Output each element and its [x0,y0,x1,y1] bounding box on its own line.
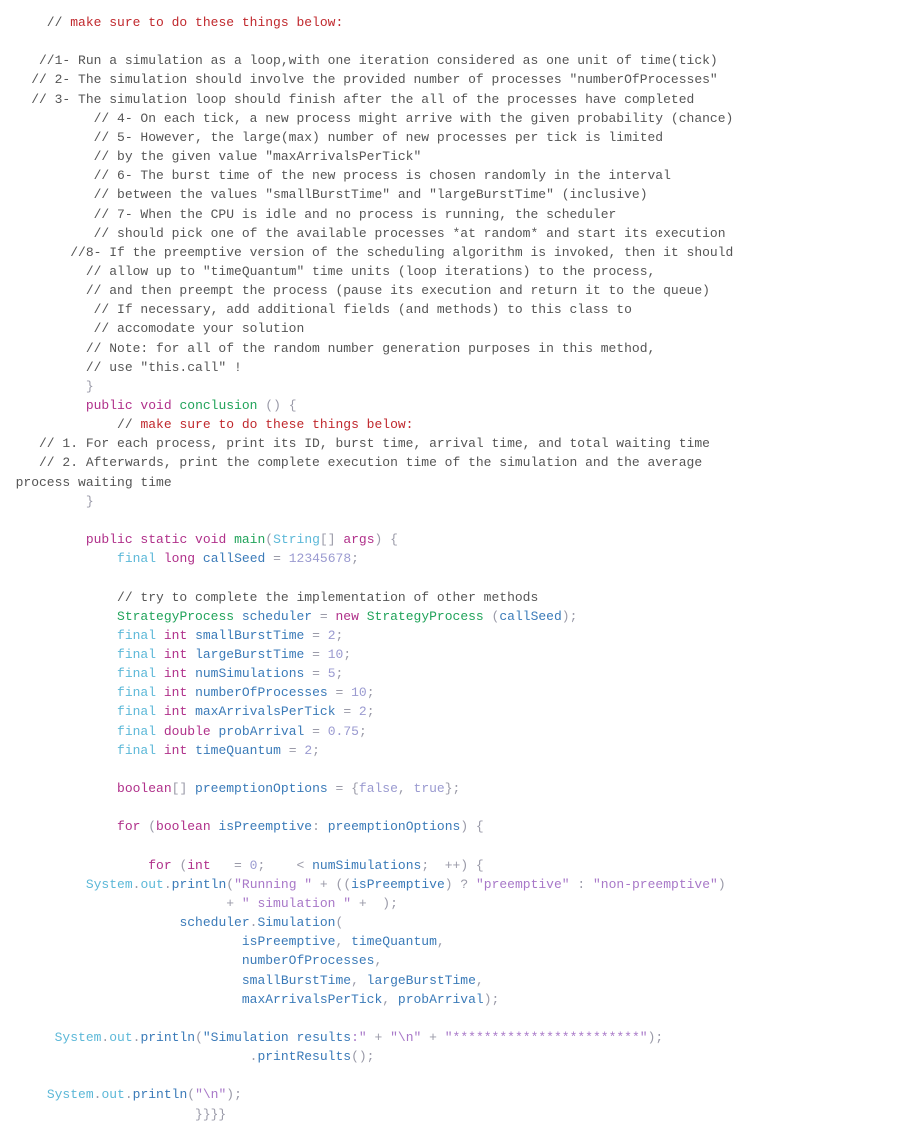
code-token: // by the given value "maxArrivalsPerTick" [0,149,422,165]
code-token [156,666,164,681]
code-token: public void [85,398,172,413]
code-line [0,932,902,951]
code-line [0,32,902,51]
code-token: // 7- When the CPU is idle and no process is running, the scheduler [0,206,617,222]
code-token [359,609,367,624]
code-token [195,551,203,566]
code-token: ( [195,1029,203,1045]
code-token: smallBurstTime [241,972,352,988]
code-token: //8- If the preemptive version of the scheduling algorithm is invoked, then it should [0,244,734,260]
code-token: " simulation " [241,895,352,911]
code-line [0,415,902,434]
code-token: ( [265,532,274,548]
code-token: ; [358,723,367,739]
code-token: // 4- On each tick, a new process might arrive with the given probability (chance) [0,110,734,126]
code-line [0,990,902,1009]
code-token: ( [140,819,157,835]
code-token: // 2- The simulation should involve the provided number of processes "numberOfProcesses" [0,72,718,88]
code-token [187,666,195,681]
code-token [0,724,117,739]
code-line [0,836,902,855]
code-token: // Note: for all of the random number generation purposes in this method, [0,340,656,356]
code-token: false [358,781,398,796]
code-token: timeQuantum [351,934,437,950]
code-token: 2 [358,704,367,720]
code-token: ) [717,876,726,892]
code-token: numSimulations [312,857,422,873]
code-line [0,358,902,377]
code-token: ); [483,991,500,1007]
code-line [0,492,902,511]
code-token: 2 [304,742,313,758]
code-token: ; [351,551,359,567]
code-token: ); [647,1029,664,1045]
code-token: , [382,991,398,1007]
code-token: isPreemptive [351,876,445,892]
code-line [0,13,902,32]
code-token: final [117,627,157,643]
code-token [187,628,195,643]
code-token: probArrival [397,991,484,1007]
code-token: = [304,646,328,662]
code-token: . [132,1029,141,1045]
code-token: make sure to do these things below: [70,15,344,30]
code-token [156,724,164,739]
code-token: } [0,378,94,394]
code-token [0,666,117,681]
code-token: out [101,1087,125,1103]
code-line [0,262,902,281]
code-token [0,934,242,949]
code-token: long [163,551,196,567]
code-token: ); [226,1087,242,1103]
code-token: // 6- The burst time of the new process is chosen randomly in the interval [0,168,671,184]
code-token: "\n" [390,1029,422,1045]
code-token [0,819,117,834]
code-token [0,858,148,873]
code-token: "\n" [195,1087,227,1103]
code-token: StrategyProcess [366,608,484,624]
code-line [0,396,902,415]
code-line [0,1028,902,1047]
code-line [0,817,902,836]
code-line [0,224,902,243]
code-token: . [249,1049,258,1065]
code-token: conclusion [179,398,258,413]
code-token [187,685,195,700]
code-token: "preemptive" [475,876,570,892]
code-token: largeBurstTime [195,646,305,662]
code-token: largeBurstTime [366,972,476,988]
code-token [0,398,86,413]
code-token: int [163,646,188,662]
code-token: , [351,972,367,988]
code-token: scheduler [241,608,313,624]
code-line [0,185,902,204]
code-line [0,51,902,70]
code-token: out [109,1029,133,1045]
code-line [0,1085,902,1104]
code-line [0,607,902,626]
code-token [0,1087,47,1102]
code-token: int [163,685,188,701]
code-token: //1- Run a simulation as a loop,with one iteration considered as one unit of time(tick) [0,53,718,69]
code-token: for [117,819,141,835]
code-token: : [312,819,328,835]
code-token [156,551,164,566]
code-token: public static void [85,532,227,548]
code-token: double [163,723,211,739]
code-token: 0 [249,857,258,873]
code-token: final [117,646,157,662]
code-token: true [413,781,445,796]
code-token: , [475,972,484,988]
code-token: + [366,1029,391,1045]
code-token: boolean [156,819,211,835]
code-token: = { [327,781,359,796]
code-line [0,319,902,338]
code-line [0,779,902,798]
code-token: StrategyProcess [117,608,235,624]
code-token: ); [561,608,578,624]
code-line [0,645,902,664]
code-token: ( [171,857,188,873]
code-line [0,339,902,358]
code-line [0,377,902,396]
code-token: final [117,742,157,758]
code-line [0,568,902,587]
code-token: callSeed [202,551,266,567]
code-token: ( [335,915,344,931]
code-token: 10 [327,646,344,662]
code-token: println [140,1029,196,1045]
code-token [187,704,195,719]
code-token: , [436,934,445,950]
code-line [0,70,902,89]
code-token [0,743,117,758]
code-token: preemptionOptions [327,819,461,835]
code-token: ; [366,704,375,720]
code-token: = [335,704,359,720]
code-token: (); [351,1049,375,1065]
code-token: smallBurstTime [195,627,305,643]
code-line [0,971,902,990]
code-token: probArrival [218,723,305,739]
code-token: [] [171,781,196,796]
code-line [0,109,902,128]
code-token: // 1. For each process, print its ID, burst time, arrival time, and total waiting time [0,436,710,452]
code-token: // allow up to "timeQuantum" time units (loop iterations) to the process, [0,263,656,279]
code-token: + [0,895,242,911]
code-token: final [117,685,157,701]
code-token: ; [335,666,344,682]
code-token: "non-preemptive" [593,876,718,892]
code-token: // [0,417,141,433]
code-token: main [234,532,266,548]
code-token: int [187,857,211,873]
code-token [0,915,179,930]
code-token: // 3- The simulation loop should finish after the all of the processes have completed [0,91,695,107]
code-token: // accomodate your solution [0,321,305,337]
code-token: "Running " [234,876,313,892]
code-token: }; [444,781,461,796]
code-token: ; [335,627,344,643]
code-token: 10 [351,685,367,701]
code-token: 0.75 [327,723,359,739]
code-token: ( [187,1087,196,1103]
code-token: System [85,876,133,892]
code-token [0,992,242,1007]
code-token [0,973,242,988]
code-line [0,243,902,262]
code-line [0,626,902,645]
code-token: final [117,551,157,567]
code-token [156,647,164,662]
code-line [0,913,902,932]
code-token [0,704,117,719]
code-token: isPreemptive [241,934,336,950]
code-token: // should pick one of the available processes *at random* and start its execution [0,225,726,241]
code-token: ; [312,742,320,758]
code-token [0,609,117,624]
code-token: // 5- However, the large(max) number of new processes per tick is limited [0,129,664,145]
code-token: println [171,876,227,892]
code-token: () { [257,398,297,413]
code-token: ; [366,685,375,701]
code-token: final [117,723,157,739]
code-token: timeQuantum [195,742,281,758]
code-token: . [249,915,258,931]
code-token: int [163,627,188,643]
code-line [0,1009,902,1028]
code-token: // If necessary, add additional fields (and methods) to this class to [0,302,632,318]
code-token: }}}} [0,1106,227,1122]
code-token [0,1030,55,1045]
code-token: ; ++) { [421,857,484,873]
code-token: [] [319,532,344,548]
code-token: . [93,1087,102,1103]
code-token: :" [351,1029,367,1045]
code-token: // and then preempt the process (pause its execution and return it to the queue) [0,283,710,299]
code-token [234,609,242,624]
code-token: process waiting time [0,474,172,490]
code-token [0,953,242,968]
code-token [156,743,164,758]
code-token: 2 [327,627,336,643]
code-token: callSeed [499,608,562,624]
code-line [0,1047,902,1066]
code-token: "************************" [444,1029,648,1045]
code-token: out [140,876,164,892]
code-line [0,166,902,185]
code-token: } [0,493,94,509]
code-token [156,628,164,643]
code-token: = [327,685,352,701]
code-line [0,894,902,913]
code-token: final [117,704,157,720]
code-token [0,551,117,566]
code-token: preemptionOptions [195,781,328,796]
code-token: make sure to do these things below: [140,417,414,433]
code-token [0,877,86,892]
code-token: // 2. Afterwards, print the complete execution time of the simulation and the average [0,455,703,471]
code-line [0,856,902,875]
code-line [0,875,902,894]
code-token: numberOfProcesses [241,953,375,969]
code-token: : [569,876,593,892]
code-token: int [163,704,188,720]
code-token: = [210,857,250,873]
code-token: printResults [257,1049,352,1065]
code-token: , [335,934,352,950]
code-token [187,647,195,662]
code-token: = [280,742,305,758]
code-line [0,147,902,166]
code-token: , [374,953,383,969]
code-token: . [124,1087,133,1103]
code-line [0,798,902,817]
code-token [0,647,117,662]
code-token: + ); [351,895,398,911]
code-token: for [148,857,172,873]
code-token: = [304,723,328,739]
code-token: + (( [312,876,352,892]
code-token: ) { [460,819,484,835]
code-token [0,628,117,643]
code-token: isPreemptive [218,819,313,835]
code-token: args [343,532,375,548]
code-line [0,511,902,530]
code-token: . [163,876,172,892]
code-token: boolean [117,781,172,796]
code-token: // try to complete the implementation of other methods [0,589,539,605]
code-line [0,722,902,741]
code-token: // use "this.call" ! [0,359,242,375]
code-line [0,702,902,721]
code-line [0,530,902,549]
code-token [187,743,195,758]
code-token: int [163,666,188,682]
code-line [0,1066,902,1085]
code-token: maxArrivalsPerTick [195,704,336,720]
code-token: = [304,666,328,682]
code-line [0,951,902,970]
code-token: numberOfProcesses [195,685,328,701]
code-token: 12345678 [288,551,352,567]
code-token: , [397,781,414,796]
code-token: new [335,608,359,624]
code-line [0,664,902,683]
code-token: ) ? [444,876,476,892]
code-token [0,1049,250,1064]
code-token [0,781,117,796]
code-line [0,473,902,492]
code-line [0,741,902,760]
code-token: ) { [374,532,398,548]
code-line [0,683,902,702]
code-token: ( [226,876,235,892]
code-token: = [265,551,289,567]
code-line [0,1105,902,1124]
code-line [0,453,902,472]
code-token [0,685,117,700]
code-token: ; [343,646,352,662]
code-token: scheduler [179,915,250,931]
code-token: numSimulations [195,666,305,682]
code-line [0,281,902,300]
code-token [0,532,86,547]
code-token: ( [483,608,500,624]
code-token: Simulation [257,915,336,931]
code-token: System [46,1087,94,1103]
code-token: = [304,627,328,643]
code-token: = [312,608,336,624]
code-token: // between the values "smallBurstTime" and "largeBurstTime" (inclusive) [0,187,648,203]
code-token: int [163,742,188,758]
code-token: 5 [327,666,336,682]
code-token: + [421,1029,445,1045]
code-line [0,128,902,147]
code-line [0,760,902,779]
code-line [0,205,902,224]
code-line [0,588,902,607]
code-token: ; < [257,857,313,873]
code-token: . [101,1029,110,1045]
code-token: String [273,532,320,548]
code-line [0,300,902,319]
code-token [226,532,234,547]
code-token: maxArrivalsPerTick [241,991,383,1007]
code-token: . [132,876,141,892]
code-token: "Simulation results [202,1029,352,1045]
code-line [0,434,902,453]
code-token: System [54,1029,102,1045]
code-token [156,704,164,719]
code-token [156,685,164,700]
code-token: // [0,15,71,30]
code-line [0,549,902,568]
code-token: final [117,666,157,682]
code-token: println [132,1087,188,1103]
code-line [0,90,902,109]
